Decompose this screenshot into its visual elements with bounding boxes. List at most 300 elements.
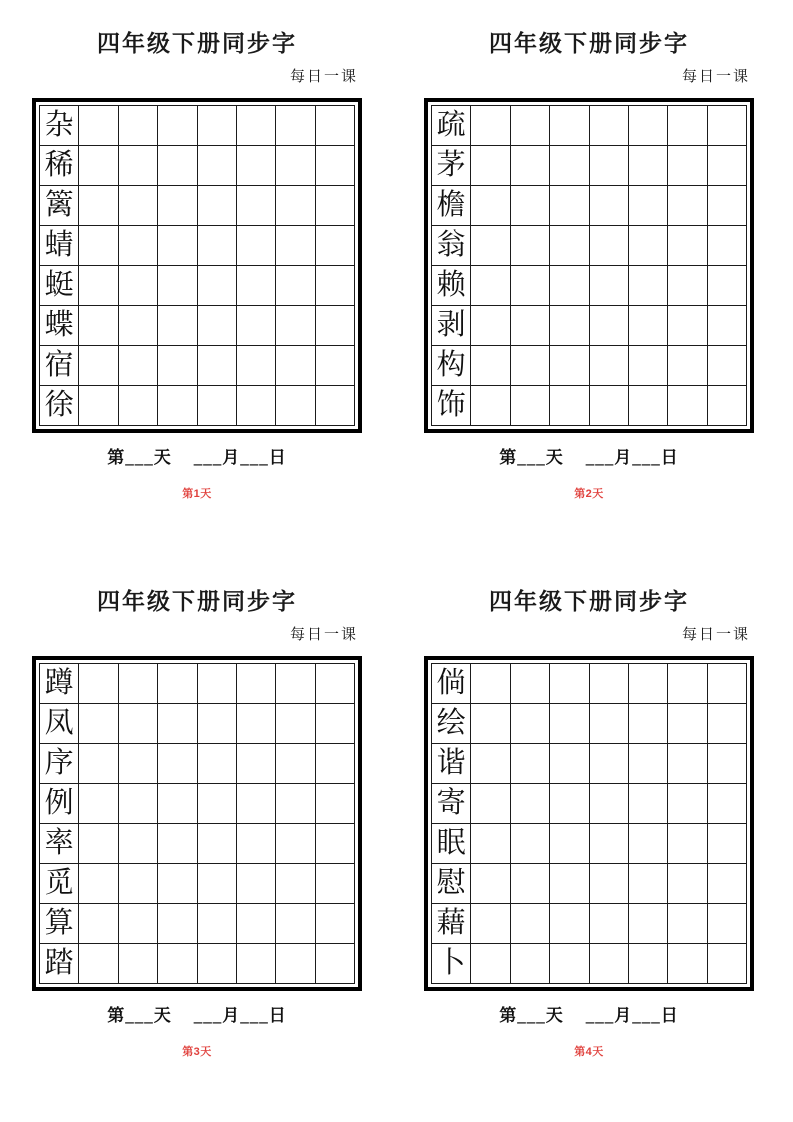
character-practice-cell[interactable] (628, 386, 667, 426)
character-practice-cell[interactable] (668, 306, 707, 346)
character-practice-cell[interactable] (471, 226, 510, 266)
character-practice-cell[interactable] (276, 784, 315, 824)
character-practice-cell[interactable] (315, 944, 354, 984)
character-model-cell: 饰 (432, 386, 471, 426)
character-practice-cell[interactable] (315, 306, 354, 346)
character-grid-row (432, 186, 747, 226)
character-practice-cell[interactable] (118, 106, 157, 146)
character-practice-cell[interactable] (276, 664, 315, 704)
character-grid-row (40, 704, 355, 744)
character-practice-cell[interactable] (707, 306, 746, 346)
character-practice-cell[interactable] (471, 744, 510, 784)
character-practice-cell[interactable] (79, 704, 118, 744)
character-practice-cell[interactable] (197, 784, 236, 824)
footer-date-blank: ___月___日 (585, 1006, 679, 1025)
character-practice-cell[interactable] (668, 226, 707, 266)
character-practice-cell[interactable] (236, 386, 275, 426)
character-grid (431, 663, 747, 984)
character-practice-cell[interactable] (668, 386, 707, 426)
character-practice-cell[interactable] (668, 944, 707, 984)
character-practice-cell[interactable] (315, 386, 354, 426)
character-grid-row (40, 784, 355, 824)
character-practice-cell[interactable] (315, 864, 354, 904)
character-practice-cell[interactable] (236, 664, 275, 704)
character-practice-cell[interactable] (118, 186, 157, 226)
character-practice-cell[interactable] (158, 824, 197, 864)
character-practice-cell[interactable] (276, 824, 315, 864)
character-practice-cell[interactable] (550, 386, 589, 426)
character-practice-cell[interactable] (79, 186, 118, 226)
character-practice-cell[interactable] (550, 864, 589, 904)
character-practice-cell[interactable] (668, 744, 707, 784)
character-practice-cell[interactable] (158, 186, 197, 226)
character-practice-cell[interactable] (668, 186, 707, 226)
character-grid-row (432, 744, 747, 784)
panel-title: 四年级下册同步字 (97, 31, 297, 56)
character-practice-cell[interactable] (236, 146, 275, 186)
character-practice-cell[interactable] (510, 226, 549, 266)
character-practice-cell[interactable] (707, 226, 746, 266)
character-practice-cell[interactable] (628, 944, 667, 984)
character-practice-cell[interactable] (315, 266, 354, 306)
character-practice-cell[interactable] (471, 306, 510, 346)
character-practice-cell[interactable] (510, 106, 549, 146)
character-practice-cell[interactable] (158, 226, 197, 266)
character-practice-cell[interactable] (628, 744, 667, 784)
character-practice-cell[interactable] (589, 824, 628, 864)
character-grid-row (432, 346, 747, 386)
character-practice-cell[interactable] (197, 266, 236, 306)
character-model-cell: 蝶 (40, 306, 79, 346)
character-practice-cell[interactable] (236, 186, 275, 226)
character-practice-cell[interactable] (276, 744, 315, 784)
character-practice-cell[interactable] (510, 306, 549, 346)
character-practice-cell[interactable] (197, 704, 236, 744)
character-practice-cell[interactable] (707, 784, 746, 824)
character-practice-cell[interactable] (197, 146, 236, 186)
character-model-cell: 檐 (432, 186, 471, 226)
character-practice-cell[interactable] (118, 664, 157, 704)
character-practice-cell[interactable] (589, 704, 628, 744)
character-model-cell: 杂 (40, 106, 79, 146)
character-practice-cell[interactable] (79, 226, 118, 266)
character-practice-cell[interactable] (236, 266, 275, 306)
footer-day-blank: 第___天 (107, 448, 172, 467)
character-practice-cell[interactable] (668, 704, 707, 744)
character-model-cell: 算 (40, 904, 79, 944)
character-practice-cell[interactable] (79, 266, 118, 306)
character-practice-cell[interactable] (707, 704, 746, 744)
character-grid-frame (424, 98, 754, 433)
character-practice-cell[interactable] (79, 346, 118, 386)
character-practice-cell[interactable] (236, 306, 275, 346)
character-practice-cell[interactable] (550, 904, 589, 944)
character-practice-cell[interactable] (707, 106, 746, 146)
character-practice-cell[interactable] (510, 386, 549, 426)
character-practice-cell[interactable] (236, 944, 275, 984)
character-practice-cell[interactable] (79, 146, 118, 186)
character-practice-cell[interactable] (510, 744, 549, 784)
character-model-cell: 率 (40, 824, 79, 864)
character-practice-cell[interactable] (276, 306, 315, 346)
character-practice-cell[interactable] (158, 146, 197, 186)
character-practice-cell[interactable] (589, 146, 628, 186)
panel-title: 四年级下册同步字 (489, 31, 689, 56)
character-practice-cell[interactable] (158, 346, 197, 386)
character-practice-cell[interactable] (158, 106, 197, 146)
character-practice-cell[interactable] (550, 226, 589, 266)
character-grid-row (432, 824, 747, 864)
character-practice-cell[interactable] (79, 824, 118, 864)
character-practice-cell[interactable] (550, 704, 589, 744)
character-practice-cell[interactable] (707, 904, 746, 944)
character-practice-cell[interactable] (236, 704, 275, 744)
character-practice-cell[interactable] (118, 904, 157, 944)
character-practice-cell[interactable] (315, 226, 354, 266)
character-practice-cell[interactable] (550, 824, 589, 864)
character-practice-cell[interactable] (118, 146, 157, 186)
character-practice-cell[interactable] (668, 864, 707, 904)
character-grid-row (432, 864, 747, 904)
character-practice-cell[interactable] (158, 386, 197, 426)
character-practice-cell[interactable] (158, 266, 197, 306)
character-practice-cell[interactable] (589, 306, 628, 346)
character-practice-cell[interactable] (79, 784, 118, 824)
character-practice-cell[interactable] (276, 386, 315, 426)
character-practice-cell[interactable] (471, 146, 510, 186)
character-practice-cell[interactable] (158, 784, 197, 824)
character-model-cell: 凤 (40, 704, 79, 744)
character-grid-row (432, 106, 747, 146)
character-practice-cell[interactable] (79, 904, 118, 944)
character-practice-cell[interactable] (550, 106, 589, 146)
character-practice-cell[interactable] (276, 704, 315, 744)
character-practice-cell[interactable] (550, 346, 589, 386)
character-grid-row (40, 106, 355, 146)
character-practice-cell[interactable] (707, 744, 746, 784)
panel-title: 四年级下册同步字 (97, 589, 297, 614)
panel-footer (32, 1005, 362, 1027)
character-practice-cell[interactable] (118, 386, 157, 426)
character-practice-cell[interactable] (707, 146, 746, 186)
character-practice-cell[interactable] (197, 944, 236, 984)
character-grid-row (432, 944, 747, 984)
character-model-cell: 慰 (432, 864, 471, 904)
character-practice-cell[interactable] (589, 944, 628, 984)
character-practice-cell[interactable] (589, 346, 628, 386)
practice-panel-2 (424, 30, 754, 501)
character-model-cell: 蹲 (40, 664, 79, 704)
character-practice-cell[interactable] (315, 346, 354, 386)
character-practice-cell[interactable] (471, 186, 510, 226)
character-practice-cell[interactable] (707, 346, 746, 386)
character-practice-cell[interactable] (276, 346, 315, 386)
character-practice-cell[interactable] (510, 664, 549, 704)
character-grid-row (432, 306, 747, 346)
character-practice-cell[interactable] (276, 106, 315, 146)
character-practice-cell[interactable] (550, 146, 589, 186)
character-practice-cell[interactable] (118, 306, 157, 346)
panel-subtitle: 每日一课 (681, 69, 750, 85)
character-practice-cell[interactable] (79, 944, 118, 984)
character-practice-cell[interactable] (236, 346, 275, 386)
character-practice-cell[interactable] (158, 306, 197, 346)
footer-date-blank: ___月___日 (193, 448, 287, 467)
character-practice-cell[interactable] (197, 864, 236, 904)
character-practice-cell[interactable] (707, 864, 746, 904)
character-model-cell: 篱 (40, 186, 79, 226)
character-practice-cell[interactable] (118, 226, 157, 266)
character-practice-cell[interactable] (668, 346, 707, 386)
character-practice-cell[interactable] (510, 266, 549, 306)
character-practice-cell[interactable] (550, 266, 589, 306)
character-practice-cell[interactable] (236, 784, 275, 824)
character-practice-cell[interactable] (510, 146, 549, 186)
character-practice-cell[interactable] (276, 226, 315, 266)
character-practice-cell[interactable] (707, 664, 746, 704)
character-practice-cell[interactable] (315, 904, 354, 944)
footer-date-blank: ___月___日 (193, 1006, 287, 1025)
character-practice-cell[interactable] (707, 944, 746, 984)
character-practice-cell[interactable] (550, 784, 589, 824)
character-grid-row (432, 226, 747, 266)
character-practice-cell[interactable] (197, 664, 236, 704)
character-practice-cell[interactable] (197, 226, 236, 266)
footer-date-blank: ___月___日 (585, 448, 679, 467)
character-practice-cell[interactable] (628, 186, 667, 226)
panel-footer (424, 447, 754, 469)
character-practice-cell[interactable] (589, 664, 628, 704)
character-model-cell: 蜓 (40, 266, 79, 306)
character-practice-cell[interactable] (79, 106, 118, 146)
character-practice-cell[interactable] (118, 346, 157, 386)
character-grid (431, 105, 747, 426)
character-practice-cell[interactable] (707, 186, 746, 226)
character-practice-cell[interactable] (158, 664, 197, 704)
character-grid-row (40, 904, 355, 944)
character-practice-cell[interactable] (79, 386, 118, 426)
character-grid-frame (424, 656, 754, 991)
practice-panel-4 (424, 588, 754, 1059)
character-practice-cell[interactable] (79, 664, 118, 704)
character-practice-cell[interactable] (550, 944, 589, 984)
character-practice-cell[interactable] (276, 944, 315, 984)
character-model-cell: 疏 (432, 106, 471, 146)
character-practice-cell[interactable] (471, 904, 510, 944)
character-practice-cell[interactable] (589, 226, 628, 266)
character-practice-cell[interactable] (589, 744, 628, 784)
character-model-cell: 赖 (432, 266, 471, 306)
character-practice-cell[interactable] (628, 664, 667, 704)
character-practice-cell[interactable] (668, 824, 707, 864)
character-model-cell: 例 (40, 784, 79, 824)
character-practice-cell[interactable] (510, 704, 549, 744)
character-practice-cell[interactable] (79, 306, 118, 346)
character-practice-cell[interactable] (471, 386, 510, 426)
character-practice-cell[interactable] (197, 306, 236, 346)
character-practice-cell[interactable] (471, 266, 510, 306)
character-practice-cell[interactable] (628, 824, 667, 864)
character-practice-cell[interactable] (79, 744, 118, 784)
character-practice-cell[interactable] (118, 266, 157, 306)
character-model-cell: 翁 (432, 226, 471, 266)
character-practice-cell[interactable] (118, 864, 157, 904)
character-grid-row (432, 784, 747, 824)
character-practice-cell[interactable] (276, 146, 315, 186)
character-practice-cell[interactable] (236, 744, 275, 784)
character-practice-cell[interactable] (471, 784, 510, 824)
character-practice-cell[interactable] (628, 864, 667, 904)
character-practice-cell[interactable] (589, 106, 628, 146)
day-tag: 第3天 (182, 1046, 212, 1058)
character-grid-row (432, 904, 747, 944)
character-practice-cell[interactable] (510, 864, 549, 904)
character-model-cell: 踏 (40, 944, 79, 984)
character-practice-cell[interactable] (628, 346, 667, 386)
character-practice-cell[interactable] (510, 944, 549, 984)
character-practice-cell[interactable] (197, 106, 236, 146)
character-practice-cell[interactable] (118, 784, 157, 824)
character-grid-row (432, 266, 747, 306)
character-model-cell: 眠 (432, 824, 471, 864)
character-practice-cell[interactable] (589, 784, 628, 824)
character-practice-cell[interactable] (236, 226, 275, 266)
character-practice-cell[interactable] (197, 186, 236, 226)
character-practice-cell[interactable] (550, 306, 589, 346)
character-practice-cell[interactable] (628, 704, 667, 744)
character-practice-cell[interactable] (315, 784, 354, 824)
character-practice-cell[interactable] (510, 346, 549, 386)
character-practice-cell[interactable] (315, 824, 354, 864)
character-grid-frame (32, 98, 362, 433)
character-practice-cell[interactable] (628, 904, 667, 944)
panel-title: 四年级下册同步字 (489, 589, 689, 614)
character-practice-cell[interactable] (668, 784, 707, 824)
character-practice-cell[interactable] (668, 106, 707, 146)
character-grid-row (40, 386, 355, 426)
character-model-cell: 绘 (432, 704, 471, 744)
character-practice-cell[interactable] (589, 386, 628, 426)
character-practice-cell[interactable] (197, 904, 236, 944)
character-practice-cell[interactable] (276, 266, 315, 306)
character-practice-cell[interactable] (628, 784, 667, 824)
character-practice-cell[interactable] (510, 904, 549, 944)
day-tag: 第4天 (574, 1046, 604, 1058)
character-grid-row (40, 864, 355, 904)
character-practice-cell[interactable] (315, 744, 354, 784)
character-practice-cell[interactable] (628, 226, 667, 266)
character-practice-cell[interactable] (236, 824, 275, 864)
character-practice-cell[interactable] (510, 824, 549, 864)
character-practice-cell[interactable] (315, 146, 354, 186)
character-grid-row (40, 186, 355, 226)
character-practice-cell[interactable] (707, 386, 746, 426)
character-practice-cell[interactable] (668, 266, 707, 306)
character-grid-row (432, 704, 747, 744)
character-practice-cell[interactable] (118, 944, 157, 984)
character-practice-cell[interactable] (668, 146, 707, 186)
character-practice-cell[interactable] (589, 904, 628, 944)
character-practice-cell[interactable] (589, 864, 628, 904)
character-grid-row (40, 226, 355, 266)
panel-subtitle: 每日一课 (289, 69, 358, 85)
character-practice-cell[interactable] (628, 106, 667, 146)
character-practice-cell[interactable] (197, 824, 236, 864)
character-practice-cell[interactable] (158, 904, 197, 944)
character-practice-cell[interactable] (315, 186, 354, 226)
character-practice-cell[interactable] (197, 346, 236, 386)
character-practice-cell[interactable] (471, 944, 510, 984)
character-model-cell: 剥 (432, 306, 471, 346)
character-practice-cell[interactable] (471, 346, 510, 386)
character-grid-body (432, 664, 747, 984)
practice-panel-3 (32, 588, 362, 1059)
character-practice-cell[interactable] (550, 744, 589, 784)
character-practice-cell[interactable] (589, 266, 628, 306)
character-model-cell: 茅 (432, 146, 471, 186)
character-practice-cell[interactable] (158, 944, 197, 984)
character-grid-body (40, 106, 355, 426)
character-practice-cell[interactable] (276, 186, 315, 226)
character-practice-cell[interactable] (158, 704, 197, 744)
character-practice-cell[interactable] (589, 186, 628, 226)
character-practice-cell[interactable] (276, 904, 315, 944)
character-practice-cell[interactable] (471, 864, 510, 904)
character-practice-cell[interactable] (550, 186, 589, 226)
character-practice-cell[interactable] (471, 824, 510, 864)
character-practice-cell[interactable] (315, 106, 354, 146)
character-practice-cell[interactable] (471, 664, 510, 704)
character-practice-cell[interactable] (628, 306, 667, 346)
character-practice-cell[interactable] (276, 864, 315, 904)
character-practice-cell[interactable] (315, 704, 354, 744)
character-practice-cell[interactable] (197, 386, 236, 426)
character-practice-cell[interactable] (236, 904, 275, 944)
character-grid-row (40, 346, 355, 386)
character-practice-cell[interactable] (471, 106, 510, 146)
character-practice-cell[interactable] (510, 186, 549, 226)
character-model-cell: 序 (40, 744, 79, 784)
character-practice-cell[interactable] (236, 106, 275, 146)
character-grid-row (40, 744, 355, 784)
character-practice-cell[interactable] (628, 266, 667, 306)
character-practice-cell[interactable] (668, 904, 707, 944)
character-practice-cell[interactable] (158, 744, 197, 784)
day-tag: 第2天 (574, 488, 604, 500)
character-practice-cell[interactable] (510, 784, 549, 824)
character-practice-cell[interactable] (118, 744, 157, 784)
character-practice-cell[interactable] (79, 864, 118, 904)
character-grid-frame (32, 656, 362, 991)
character-model-cell: 谐 (432, 744, 471, 784)
character-practice-cell[interactable] (471, 704, 510, 744)
character-practice-cell[interactable] (668, 664, 707, 704)
character-practice-cell[interactable] (707, 824, 746, 864)
character-practice-cell[interactable] (236, 864, 275, 904)
character-practice-cell[interactable] (158, 864, 197, 904)
character-practice-cell[interactable] (197, 744, 236, 784)
panel-footer (32, 447, 362, 469)
practice-panel-1 (32, 30, 362, 501)
character-grid-row (40, 944, 355, 984)
character-practice-cell[interactable] (315, 664, 354, 704)
character-practice-cell[interactable] (550, 664, 589, 704)
character-practice-cell[interactable] (628, 146, 667, 186)
character-practice-cell[interactable] (118, 704, 157, 744)
character-practice-cell[interactable] (707, 266, 746, 306)
panel-footer (424, 1005, 754, 1027)
character-practice-cell[interactable] (118, 824, 157, 864)
